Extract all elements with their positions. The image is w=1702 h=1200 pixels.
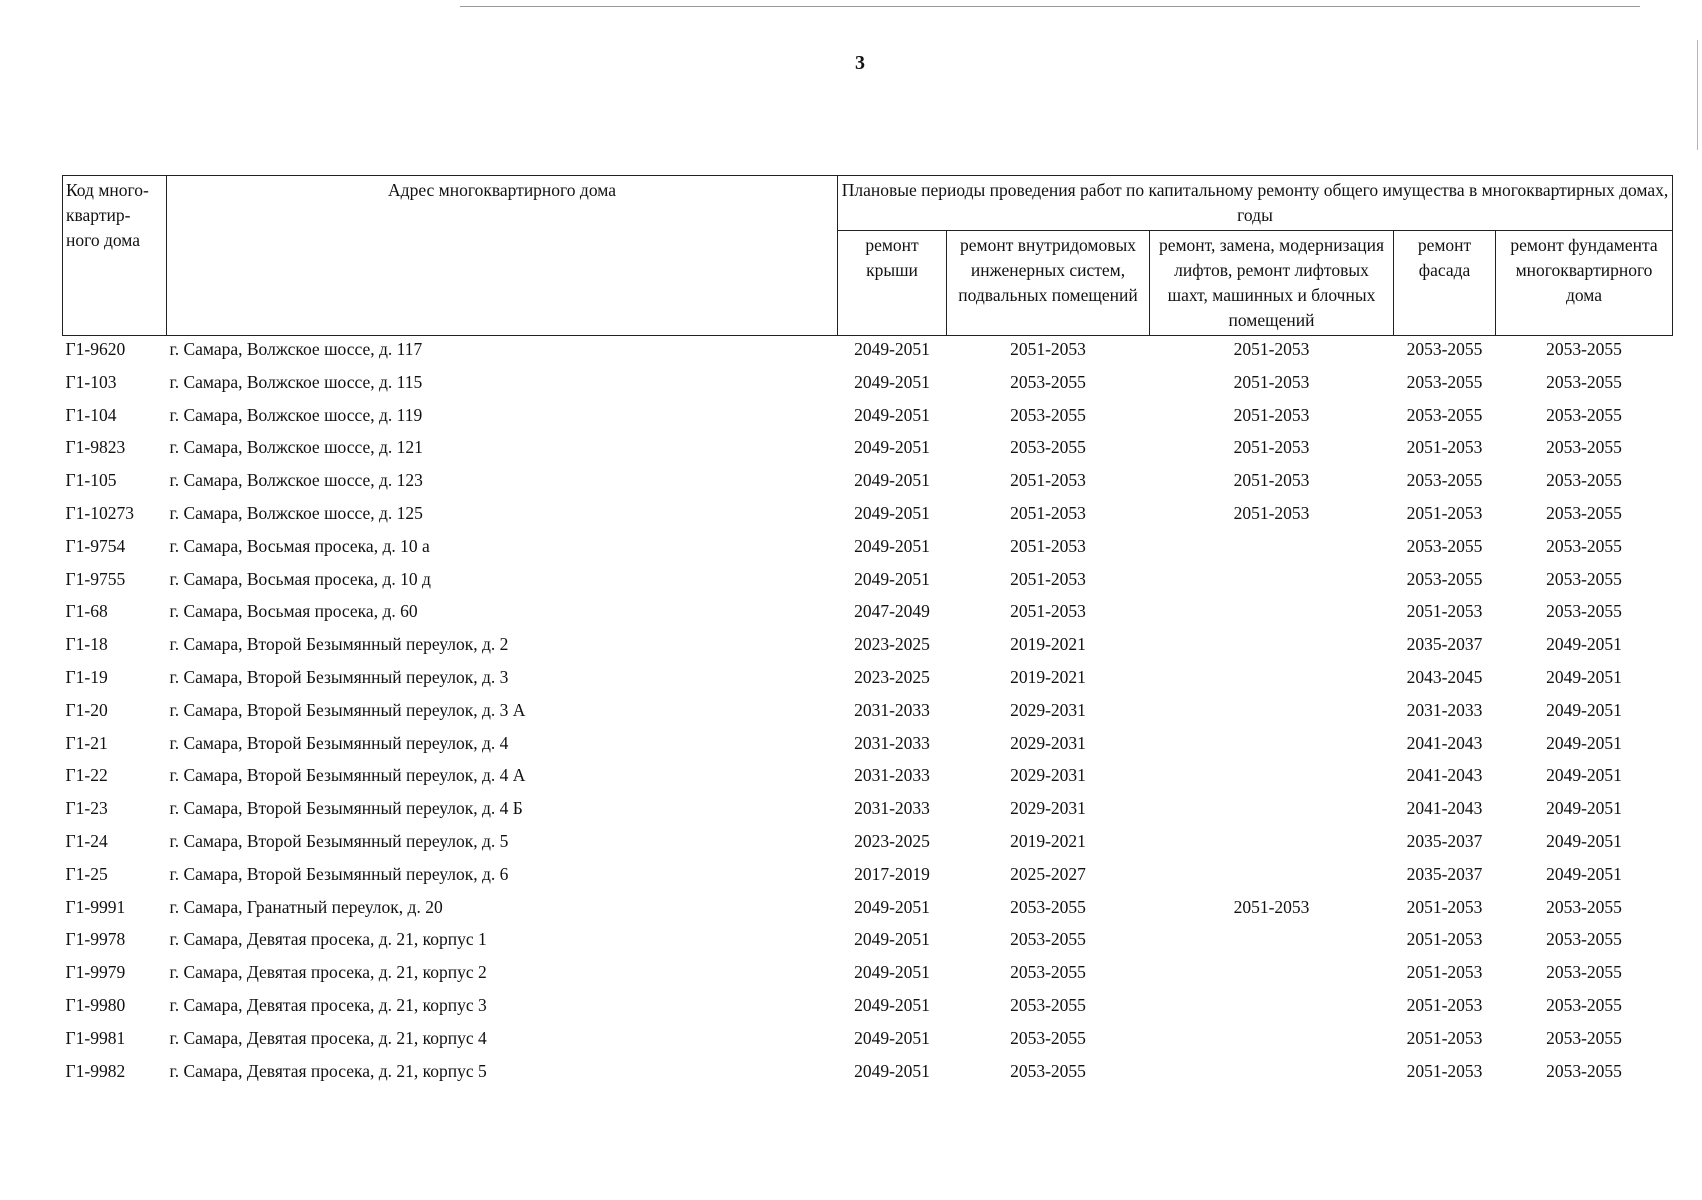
facade-period-cell: 2051-2053 <box>1406 502 1483 523</box>
lifts-period-cell <box>1150 731 1394 764</box>
address-cell: г. Самара, Девятая просека, д. 21, корпус 4 <box>169 1027 487 1048</box>
facade-period-cell: 2051-2053 <box>1406 1060 1483 1081</box>
facade-period-cell: 2051-2053 <box>1406 437 1483 458</box>
table-row <box>63 665 1673 698</box>
foundation-period-cell: 2049-2051 <box>1546 634 1622 655</box>
foundation-period-cell: 2053-2055 <box>1546 404 1622 425</box>
house-code-cell: Г1-103 <box>65 371 117 392</box>
lifts-period-cell <box>1150 567 1394 600</box>
roof-period-cell: 2023-2025 <box>854 830 930 851</box>
facade-repair-header: ремонт фасада <box>1394 231 1496 336</box>
house-code-cell: Г1-68 <box>65 601 108 622</box>
facade-period-cell: 2031-2033 <box>1406 699 1483 720</box>
house-code-cell: Г1-105 <box>65 470 117 491</box>
lifts-period-cell <box>1150 599 1394 632</box>
address-cell: г. Самара, Волжское шоссе, д. 119 <box>169 404 423 425</box>
house-code-cell: Г1-9823 <box>65 437 126 458</box>
top-scan-rule <box>460 6 1640 7</box>
facade-period-cell: 2051-2053 <box>1406 601 1483 622</box>
foundation-period-cell: 2053-2055 <box>1546 601 1622 622</box>
roof-period-cell: 2049-2051 <box>854 371 930 392</box>
facade-period-cell: 2051-2053 <box>1406 962 1483 983</box>
foundation-period-cell: 2053-2055 <box>1546 962 1622 983</box>
roof-period-cell: 2049-2051 <box>854 994 930 1015</box>
systems-period-cell: 2051-2053 <box>1010 339 1086 359</box>
lifts-period-cell: 2051-2053 <box>1233 339 1310 359</box>
table-row <box>63 435 1673 468</box>
lifts-repair-header: ремонт, замена, модернизация лифтов, ремонт лифтовых шахт, машинных и блочных помещений <box>1150 231 1394 336</box>
house-code-cell: Г1-9979 <box>65 962 126 983</box>
address-cell: г. Самара, Второй Безымянный переулок, д. 4 А <box>169 765 526 786</box>
facade-period-cell: 2041-2043 <box>1406 765 1483 786</box>
foundation-period-cell: 2053-2055 <box>1546 502 1622 523</box>
foundation-period-cell: 2053-2055 <box>1546 568 1622 589</box>
facade-period-cell: 2053-2055 <box>1406 535 1483 556</box>
table-row <box>63 1059 1673 1092</box>
address-cell: г. Самара, Волжское шоссе, д. 123 <box>169 470 423 491</box>
roof-period-cell: 2049-2051 <box>854 535 930 556</box>
systems-period-cell: 2053-2055 <box>1010 1060 1086 1081</box>
address-cell: г. Самара, Восьмая просека, д. 60 <box>169 601 418 622</box>
house-code-cell: Г1-9620 <box>65 339 126 359</box>
systems-period-cell: 2051-2053 <box>1010 601 1086 622</box>
foundation-period-cell: 2053-2055 <box>1546 1060 1622 1081</box>
table-row <box>63 567 1673 600</box>
roof-period-cell: 2047-2049 <box>854 601 930 622</box>
lifts-period-cell <box>1150 862 1394 895</box>
facade-period-cell: 2035-2037 <box>1406 863 1483 884</box>
foundation-repair-header: ремонт фундамента многоквартирного дома <box>1496 231 1673 336</box>
table-row <box>63 1026 1673 1059</box>
facade-period-cell: 2053-2055 <box>1406 470 1483 491</box>
address-cell: г. Самара, Девятая просека, д. 21, корпус 2 <box>169 962 487 983</box>
address-cell: г. Самара, Второй Безымянный переулок, д. 5 <box>169 830 509 851</box>
lifts-period-cell: 2051-2053 <box>1233 404 1310 425</box>
address-cell: г. Самара, Второй Безымянный переулок, д. 4 <box>169 732 509 753</box>
house-code-cell: Г1-22 <box>65 765 108 786</box>
address-cell: г. Самара, Девятая просека, д. 21, корпус 5 <box>169 1060 487 1081</box>
systems-period-cell: 2053-2055 <box>1010 962 1086 983</box>
systems-period-cell: 2053-2055 <box>1010 404 1086 425</box>
house-code-cell: Г1-19 <box>65 666 108 687</box>
lifts-period-cell <box>1150 993 1394 1026</box>
house-code-cell: Г1-24 <box>65 830 108 851</box>
facade-period-cell: 2053-2055 <box>1406 404 1483 425</box>
lifts-period-cell: 2051-2053 <box>1233 502 1310 523</box>
lifts-period-cell: 2051-2053 <box>1233 371 1310 392</box>
table-row <box>63 403 1673 436</box>
systems-period-cell: 2029-2031 <box>1010 699 1086 720</box>
table-row <box>63 960 1673 993</box>
foundation-period-cell: 2049-2051 <box>1546 863 1622 884</box>
engineering-systems-header: ремонт внутридомовых инженерных систем, подвальных помещений <box>947 231 1150 336</box>
roof-period-cell: 2049-2051 <box>854 929 930 950</box>
house-code-cell: Г1-9982 <box>65 1060 126 1081</box>
address-cell: г. Самара, Восьмая просека, д. 10 а <box>169 535 430 556</box>
lifts-period-cell <box>1150 665 1394 698</box>
table-row <box>63 632 1673 665</box>
facade-period-cell: 2051-2053 <box>1406 896 1483 917</box>
roof-period-cell: 2031-2033 <box>854 765 930 786</box>
lifts-period-cell <box>1150 534 1394 567</box>
systems-period-cell: 2053-2055 <box>1010 994 1086 1015</box>
facade-period-cell: 2053-2055 <box>1406 371 1483 392</box>
lifts-period-cell <box>1150 927 1394 960</box>
roof-period-cell: 2049-2051 <box>854 470 930 491</box>
roof-period-cell: 2031-2033 <box>854 699 930 720</box>
systems-period-cell: 2053-2055 <box>1010 896 1086 917</box>
lifts-period-cell: 2051-2053 <box>1233 470 1310 491</box>
lifts-period-cell <box>1150 763 1394 796</box>
address-cell: г. Самара, Девятая просека, д. 21, корпус 1 <box>169 929 487 950</box>
house-code-cell: Г1-9754 <box>65 535 126 556</box>
systems-period-cell: 2051-2053 <box>1010 502 1086 523</box>
address-cell: г. Самара, Гранатный переулок, д. 20 <box>169 896 443 917</box>
facade-period-cell: 2035-2037 <box>1406 634 1483 655</box>
table-row <box>63 501 1673 534</box>
house-code-cell: Г1-23 <box>65 798 108 819</box>
address-cell: г. Самара, Волжское шоссе, д. 117 <box>169 339 423 359</box>
code-column-header: Код много-квартир-ного дома <box>63 176 167 336</box>
lifts-period-cell <box>1150 960 1394 993</box>
roof-period-cell: 2049-2051 <box>854 502 930 523</box>
foundation-period-cell: 2049-2051 <box>1546 732 1622 753</box>
address-cell: г. Самара, Второй Безымянный переулок, д. 2 <box>169 634 509 655</box>
roof-period-cell: 2017-2019 <box>854 863 930 884</box>
foundation-period-cell: 2049-2051 <box>1546 699 1622 720</box>
roof-period-cell: 2049-2051 <box>854 962 930 983</box>
systems-period-cell: 2025-2027 <box>1010 863 1086 884</box>
systems-period-cell: 2051-2053 <box>1010 568 1086 589</box>
systems-period-cell: 2019-2021 <box>1010 634 1086 655</box>
lifts-period-cell <box>1150 829 1394 862</box>
facade-period-cell: 2051-2053 <box>1406 1027 1483 1048</box>
table-row <box>63 468 1673 501</box>
systems-period-cell: 2053-2055 <box>1010 1027 1086 1048</box>
roof-period-cell: 2049-2051 <box>854 1060 930 1081</box>
roof-period-cell: 2031-2033 <box>854 732 930 753</box>
house-code-cell: Г1-9980 <box>65 994 126 1015</box>
repair-schedule-table <box>62 175 1673 1091</box>
facade-period-cell: 2051-2053 <box>1406 929 1483 950</box>
roof-period-cell: 2049-2051 <box>854 568 930 589</box>
table-row <box>63 336 1673 370</box>
lifts-period-cell <box>1150 632 1394 665</box>
roof-period-cell: 2049-2051 <box>854 1027 930 1048</box>
planned-periods-header: Плановые периоды проведения работ по капитальному ремонту общего имущества в многоквартирных домах, годы <box>838 176 1673 231</box>
systems-period-cell: 2051-2053 <box>1010 470 1086 491</box>
foundation-period-cell: 2053-2055 <box>1546 535 1622 556</box>
foundation-period-cell: 2049-2051 <box>1546 666 1622 687</box>
page-number: 3 <box>855 52 865 74</box>
roof-period-cell: 2049-2051 <box>854 437 930 458</box>
address-cell: г. Самара, Волжское шоссе, д. 125 <box>169 502 423 523</box>
roof-period-cell: 2049-2051 <box>854 339 930 359</box>
house-code-cell: Г1-9991 <box>65 896 126 917</box>
address-cell: г. Самара, Волжское шоссе, д. 115 <box>169 371 423 392</box>
foundation-period-cell: 2053-2055 <box>1546 929 1622 950</box>
table-row <box>63 796 1673 829</box>
address-cell: г. Самара, Девятая просека, д. 21, корпус 3 <box>169 994 487 1015</box>
foundation-period-cell: 2053-2055 <box>1546 994 1622 1015</box>
systems-period-cell: 2029-2031 <box>1010 798 1086 819</box>
house-code-cell: Г1-20 <box>65 699 108 720</box>
house-code-cell: Г1-21 <box>65 732 108 753</box>
roof-period-cell: 2049-2051 <box>854 896 930 917</box>
facade-period-cell: 2053-2055 <box>1406 339 1483 359</box>
facade-period-cell: 2051-2053 <box>1406 994 1483 1015</box>
lifts-period-cell <box>1150 1059 1394 1092</box>
house-code-cell: Г1-18 <box>65 634 108 655</box>
roof-period-cell: 2023-2025 <box>854 634 930 655</box>
table-body <box>63 336 1673 1092</box>
address-cell: г. Самара, Второй Безымянный переулок, д. 6 <box>169 863 509 884</box>
foundation-period-cell: 2053-2055 <box>1546 437 1622 458</box>
foundation-period-cell: 2049-2051 <box>1546 798 1622 819</box>
house-code-cell: Г1-10273 <box>65 502 134 523</box>
table-row <box>63 731 1673 764</box>
address-column-header: Адрес многоквартирного дома <box>167 176 838 336</box>
facade-period-cell: 2041-2043 <box>1406 798 1483 819</box>
systems-period-cell: 2051-2053 <box>1010 535 1086 556</box>
table-row <box>63 993 1673 1026</box>
table-row <box>63 895 1673 928</box>
address-cell: г. Самара, Волжское шоссе, д. 121 <box>169 437 423 458</box>
facade-period-cell: 2041-2043 <box>1406 732 1483 753</box>
roof-repair-header: ремонт крыши <box>838 231 947 336</box>
facade-period-cell: 2035-2037 <box>1406 830 1483 851</box>
foundation-period-cell: 2053-2055 <box>1546 371 1622 392</box>
roof-period-cell: 2031-2033 <box>854 798 930 819</box>
address-cell: г. Самара, Второй Безымянный переулок, д. 4 Б <box>169 798 523 819</box>
facade-period-cell: 2053-2055 <box>1406 568 1483 589</box>
roof-period-cell: 2049-2051 <box>854 404 930 425</box>
address-cell: г. Самара, Второй Безымянный переулок, д. 3 А <box>169 699 526 720</box>
systems-period-cell: 2053-2055 <box>1010 371 1086 392</box>
table-row <box>63 862 1673 895</box>
table-row <box>63 534 1673 567</box>
table-header <box>63 176 1673 336</box>
house-code-cell: Г1-104 <box>65 404 117 425</box>
house-code-cell: Г1-9755 <box>65 568 126 589</box>
systems-period-cell: 2019-2021 <box>1010 830 1086 851</box>
table-row <box>63 763 1673 796</box>
house-code-cell: Г1-9981 <box>65 1027 126 1048</box>
foundation-period-cell: 2049-2051 <box>1546 830 1622 851</box>
lifts-period-cell: 2051-2053 <box>1233 437 1310 458</box>
address-cell: г. Самара, Второй Безымянный переулок, д. 3 <box>169 666 509 687</box>
foundation-period-cell: 2053-2055 <box>1546 339 1622 359</box>
lifts-period-cell: 2051-2053 <box>1233 896 1310 917</box>
foundation-period-cell: 2053-2055 <box>1546 1027 1622 1048</box>
systems-period-cell: 2029-2031 <box>1010 732 1086 753</box>
foundation-period-cell: 2049-2051 <box>1546 765 1622 786</box>
foundation-period-cell: 2053-2055 <box>1546 470 1622 491</box>
table-row <box>63 698 1673 731</box>
facade-period-cell: 2043-2045 <box>1406 666 1483 687</box>
table-row <box>63 599 1673 632</box>
foundation-period-cell: 2053-2055 <box>1546 896 1622 917</box>
systems-period-cell: 2019-2021 <box>1010 666 1086 687</box>
roof-period-cell: 2023-2025 <box>854 666 930 687</box>
address-cell: г. Самара, Восьмая просека, д. 10 д <box>169 568 431 589</box>
house-code-cell: Г1-25 <box>65 863 108 884</box>
systems-period-cell: 2053-2055 <box>1010 437 1086 458</box>
lifts-period-cell <box>1150 1026 1394 1059</box>
house-code-cell: Г1-9978 <box>65 929 126 950</box>
table-row <box>63 370 1673 403</box>
lifts-period-cell <box>1150 698 1394 731</box>
table-row <box>63 829 1673 862</box>
systems-period-cell: 2053-2055 <box>1010 929 1086 950</box>
table-row <box>63 927 1673 960</box>
systems-period-cell: 2029-2031 <box>1010 765 1086 786</box>
lifts-period-cell <box>1150 796 1394 829</box>
